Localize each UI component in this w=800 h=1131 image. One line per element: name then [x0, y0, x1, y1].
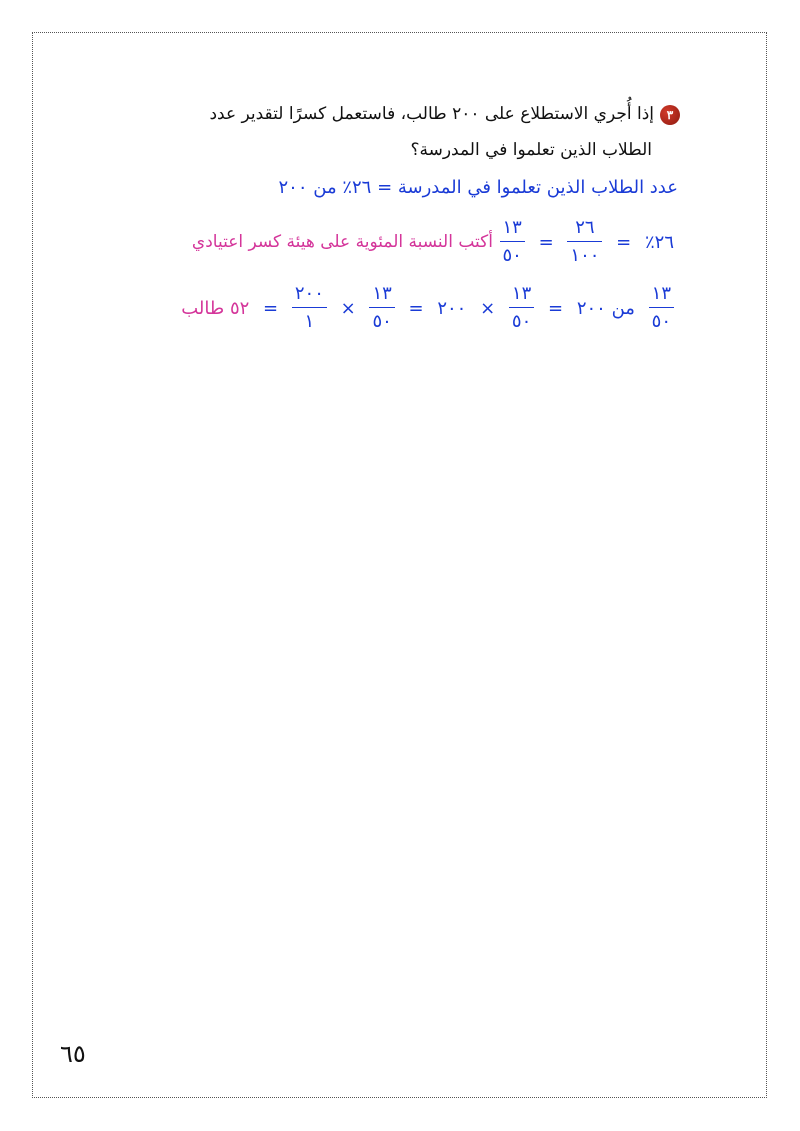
fraction-row-1	[496, 219, 679, 265]
page-number: ٦٥	[60, 1040, 86, 1068]
numerator: ٢٠٠	[294, 283, 324, 304]
of-200: من ٢٠٠	[576, 297, 635, 319]
equals-sign: =	[616, 231, 632, 253]
fraction-200-1	[292, 285, 327, 331]
times-sign: ×	[480, 297, 496, 319]
question-text-2: الطلاب الذين تعلموا في المدرسة؟	[410, 140, 652, 160]
fraction-13-50	[509, 285, 534, 331]
result-value: ٥٢ طالب	[181, 297, 250, 319]
fraction-row-2	[177, 285, 678, 331]
number-200: ٢٠٠	[437, 297, 467, 319]
numerator: ١٣	[502, 217, 522, 238]
fraction-13-50	[369, 285, 394, 331]
denominator: ٥٠	[500, 241, 525, 265]
question-number-badge: ٣	[660, 105, 680, 125]
question-line-2	[410, 140, 652, 160]
denominator: ٥٠	[649, 307, 674, 331]
denominator: ٥٠	[369, 307, 394, 331]
fraction-13-50	[500, 219, 525, 265]
numerator: ١٣	[372, 283, 392, 304]
numerator: ٢٦	[575, 217, 595, 238]
equals-sign: =	[548, 297, 564, 319]
equals-sign: =	[408, 297, 424, 319]
fraction-13-50	[649, 285, 674, 331]
denominator: ٥٠	[509, 307, 534, 331]
numerator: ١٣	[651, 283, 671, 304]
denominator: ١	[292, 307, 327, 331]
question-line-1	[209, 104, 680, 125]
percent-value: ٢٦٪	[644, 231, 674, 253]
denominator: ١٠٠	[567, 241, 602, 265]
fraction-26-100	[567, 219, 602, 265]
answer-line-1: عدد الطلاب الذين تعلموا في المدرسة = ٢٦٪ من ٢٠٠	[278, 177, 678, 198]
question-text-1: إذا أُجري الاستطلاع على ٢٠٠ طالب، فاستعمل كسرًا لتقدير عدد	[209, 104, 654, 124]
instruction-note: أكتب النسبة المئوية على هيئة كسر اعتيادي	[191, 232, 493, 252]
numerator: ١٣	[511, 283, 532, 304]
times-sign: ×	[340, 297, 356, 319]
equals-sign: =	[538, 231, 554, 253]
equals-sign: =	[263, 297, 279, 319]
